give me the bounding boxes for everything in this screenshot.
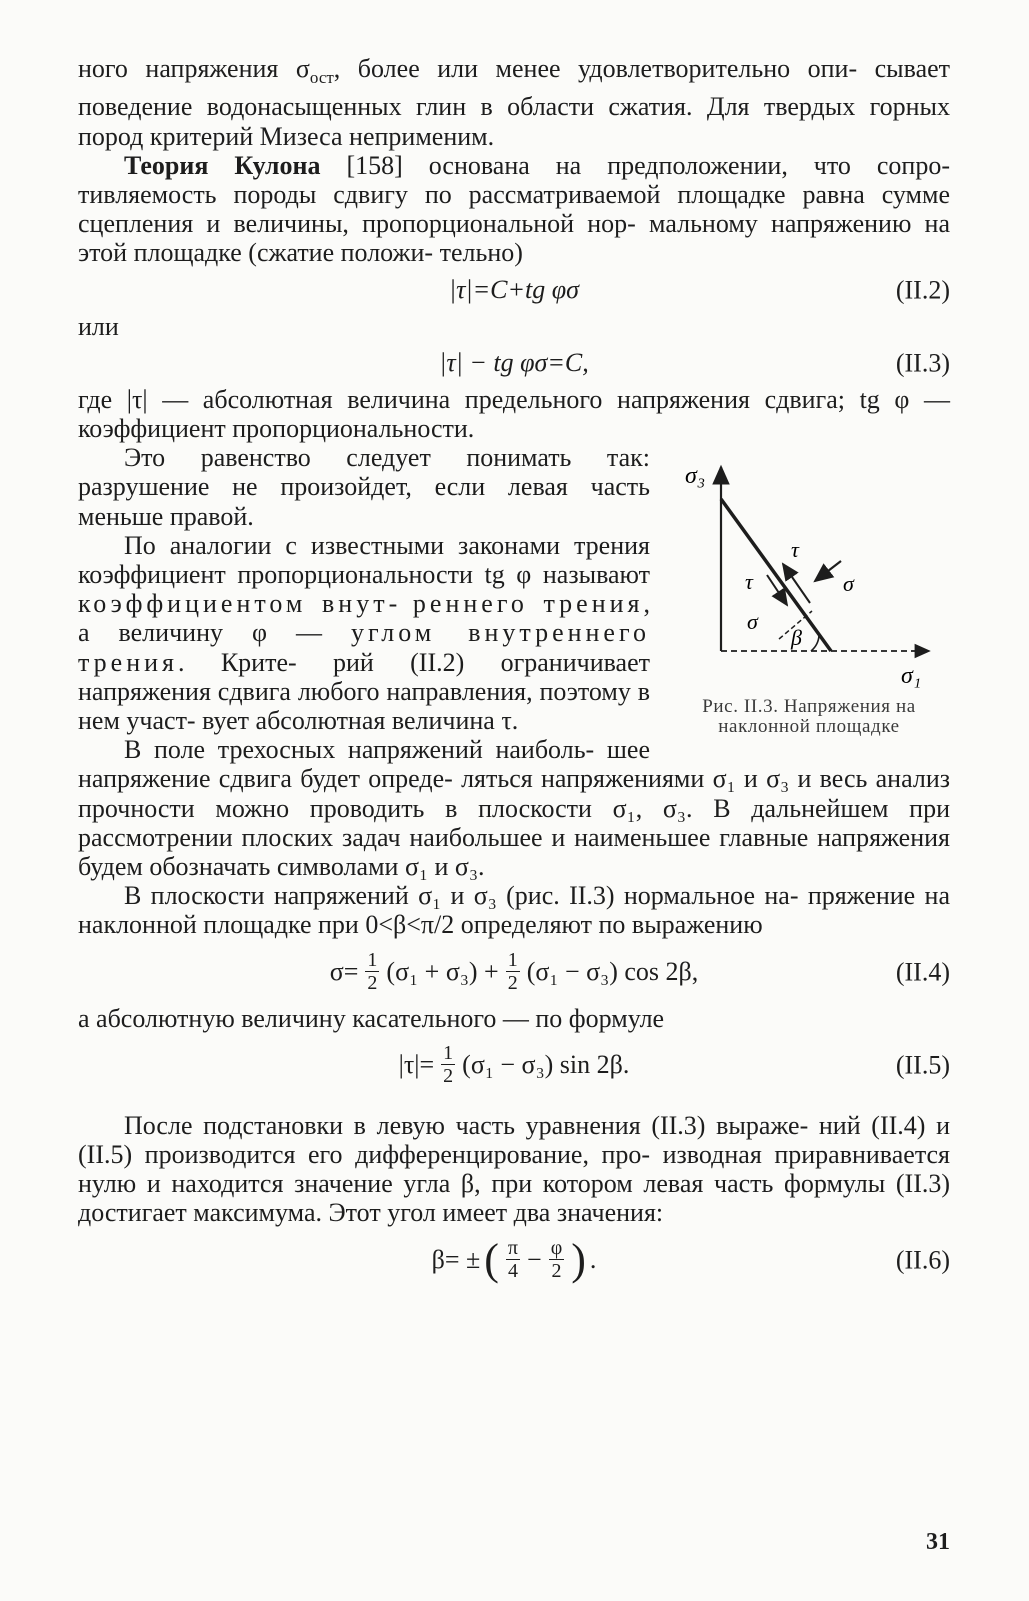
text-line: Это равенство следует понимать так: [124,443,650,473]
sigma-label-inner: σ [747,609,758,635]
numerator: φ [550,1237,563,1260]
numerator: 1 [443,1042,454,1065]
text-line: вует абсолютная величина τ. [202,706,519,736]
denominator: 2 [551,1260,562,1283]
coulomb-theory-heading: Теория Кулона [124,150,321,180]
beta-label: β [791,625,802,651]
minus-sign: − [527,1245,542,1275]
equation-number: (II.2) [895,275,950,305]
equation-5 [78,1033,950,1097]
sigma3-label: σ₃ [685,463,706,490]
eq4-lhs: σ= [329,957,359,987]
text-line: , более или менее удовлетворительно опи- [333,54,858,83]
denominator: 2 [507,972,518,995]
text-line: часть меньше правой. [78,472,651,531]
eq5-term: (σ₁ − σ₃) sin 2β. [462,1050,630,1080]
tau-arrow-lower [767,575,787,605]
text-line: ляться напряжениями σ₁ и σ₃ и весь анализ [461,764,951,794]
paren-close: ) [571,1234,586,1284]
text-line: или [78,311,119,341]
equation-6 [78,1228,950,1292]
equation-body [399,1042,630,1087]
denominator: 4 [507,1260,518,1283]
tau-label-lower: τ [745,569,753,595]
spaced-term: коэффициентом внут- [78,589,402,619]
fraction-phi-2 [549,1237,565,1282]
subscript: ост [309,68,334,88]
text-line: при рассмотрении плоских задач наибольшее и наименьшее [78,793,950,852]
text-line: трения коэффициент пропорциональности [78,530,650,590]
beta-arc [811,634,819,651]
fraction-half [441,1042,455,1087]
equation-body [431,1234,597,1284]
figure-caption: Рис. II.3. Напряжения на наклонной площадке [702,696,916,738]
paragraph-3 [78,385,950,443]
spaced-term: реннего трения [412,589,644,619]
text-line: В плоскости напряжений σ₁ и σ₃ (рис. II.3) нормальное на- [124,881,799,911]
page-content [78,54,951,1555]
tau-arrow-upper [783,564,810,603]
numerator: π [507,1237,519,1260]
stress-diagram [679,451,939,691]
text-line: выражению [631,910,763,940]
sigma-label-outer: σ [843,571,854,597]
text-line: тельно) [439,238,523,268]
text-line: любого направления, поэтому в нем участ- [78,676,650,736]
page-number: 31 [926,1529,950,1555]
text-line: твердых горных пород критерий Мизеса неприменим. [78,92,951,151]
eq4-term2: (σ₁ − σ₃) cos 2β, [526,957,699,987]
text-line: тивляемость породы сдвигу по рассматриваемой площадке [78,180,786,209]
numerator: 1 [507,949,518,972]
text-line: где |τ| — абсолютная величина предельного напряжения [78,384,750,414]
text-line: изводная приравнивается нулю и находится значение угла β, [78,1140,950,1199]
text-line: а абсолютную величину касательного — по формуле [78,1003,665,1033]
text-line: ного напряжения σ [78,54,310,83]
paren-open: ( [484,1234,499,1284]
sigma1-label: σ₁ [901,663,922,690]
text-line: разрушение не произойдет, если левая [78,472,568,502]
text-line: мальному напряжению на этой площадке (сжатие положи- [78,209,951,268]
text-line: шее напряжение сдвига будет опреде- [78,735,650,794]
equation-3 [78,341,950,385]
fraction-pi-4 [506,1237,520,1282]
paragraph-6 [78,735,950,881]
equation-2 [78,268,950,312]
denominator: 2 [443,1065,454,1088]
tau-label-upper: τ [791,537,799,563]
figure-ii-3 [668,451,950,737]
text-line: главные напряжения будем обозначать символами σ₁ и σ₃. [78,822,950,882]
text-line: Этот угол имеет два значения: [328,1198,664,1228]
text-line: [158] основана на предположении, что сопро- [320,150,950,180]
text-line: прочности можно проводить в плоскости σ₁, σ₃. В дальнейшем [78,793,889,823]
eq6-lhs: β= ± [431,1245,481,1275]
inclined-plane [721,499,831,651]
text-line: пряжение на наклонной площадке при 0<β<π/2 определяют по [78,881,950,940]
text-line: tg φ называют [484,560,650,590]
eq5-lhs: |τ|= [398,1050,435,1080]
paragraph-8 [78,1004,950,1033]
eq4-term1: (σ₁ + σ₃) + [386,957,499,987]
equation-number: (II.4) [895,957,950,987]
paragraph-1 [78,54,950,151]
spaced-term: углом внутреннего трения [78,618,650,677]
denominator: 2 [367,972,378,995]
equation-body: |τ| − tg φσ=C, [439,348,589,378]
equation-body: |τ|=C+tg φσ [449,275,579,304]
text-line: После подстановки в левую часть уравнения (II.3) выраже- [124,1110,809,1140]
equation-number: (II.3) [895,348,950,378]
equation-4 [78,940,950,1004]
text-line: при котором левая часть формулы (II.3) достигает максимума. [78,1169,951,1228]
equation-number: (II.5) [895,1050,950,1080]
text-line: В поле трехосных напряжений наиболь- [124,735,595,765]
paragraph-or [78,312,950,341]
paragraph-7 [78,881,950,939]
text-line: сдвига; tg φ — коэффициент пропорциональности. [78,384,950,444]
text-line: рий (II.2) ограничивает напряжения сдвига [78,647,650,706]
text-line: , а величину φ — [78,589,651,648]
text-line: равна сумме сцепления и величины, пропорциональной нор- [78,180,951,239]
paragraph-2 [78,151,950,268]
numerator: 1 [367,949,378,972]
equation-body [330,949,699,994]
text-line: ний (II.4) и (II.5) производится его дифференцирование, про- [78,1110,950,1170]
period: . [589,1245,597,1275]
fraction-half [365,949,379,994]
text-line: . Крите- [178,647,297,677]
equation-number: (II.6) [895,1245,950,1275]
text-line: сывает поведение водонасыщенных глин в области сжатия. Для [78,54,951,122]
sigma-arrow-outer [815,561,841,581]
paragraph-9 [78,1111,950,1228]
text-line: По аналогии с известными законами [124,530,560,560]
fraction-half [506,949,520,994]
